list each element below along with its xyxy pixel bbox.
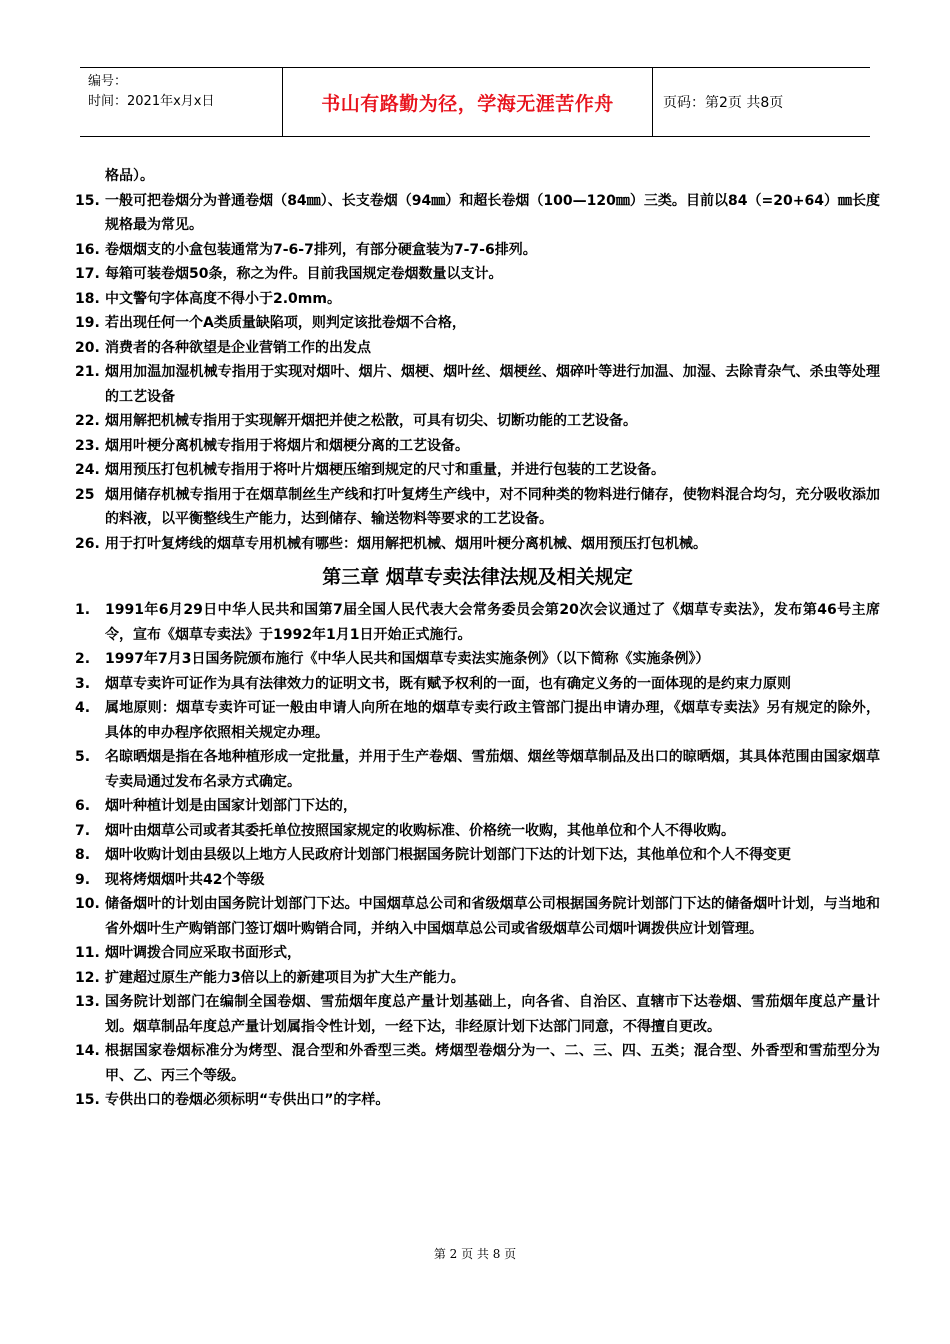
item-text: 每箱可装卷烟50条，称之为件。目前我国规定卷烟数量以支计。: [105, 266, 503, 282]
chapter-title: 第三章 烟草专卖法律法规及相关规定: [322, 566, 633, 588]
item-text: 1997年7月3日国务院颁布施行《中华人民共和国烟草专卖法实施条例》（以下简称《实施条例》）: [105, 651, 710, 667]
list-item: [75, 532, 880, 557]
item-number: 26.: [75, 535, 100, 552]
item-text: 消费者的各种欲望是企业营销工作的出发点: [105, 339, 371, 356]
item-number: 10.: [75, 896, 100, 912]
list-item: [75, 360, 880, 409]
item-number: 1.: [75, 602, 91, 618]
section-a-list: [75, 189, 880, 557]
item-text: 专供出口的卷烟必须标明“专供出口”的字样。: [105, 1092, 390, 1108]
item-text: 国务院计划部门在编制全国卷烟、雪茄烟年度总产量计划基础上，向各省、自治区、直辖市下达卷烟、雪茄烟年度总产量计划。烟草制品年度总产量计划属指令性计划，一经下达，非经原计划下达部门同意，不得擅自更改。: [105, 994, 880, 1035]
item-text: 一般可把卷烟分为普通卷烟（84㎜）、长支卷烟（94㎜）和超长卷烟（100—120㎜）三类。目前以84（=20+64）㎜长度规格最为常见。: [105, 192, 880, 233]
item-number: 5.: [75, 749, 91, 765]
list-item: [75, 483, 880, 532]
header-page-info: 页码：第2页 共8页: [663, 95, 784, 111]
item-number: 20.: [75, 339, 100, 356]
item-text: 烟叶收购计划由县级以上地方人民政府计划部门根据国务院计划部门下达的计划下达，其他单位和个人不得变更: [105, 847, 791, 863]
page-footer: 第 2 页 共 8 页: [433, 1247, 517, 1261]
list-item: [75, 941, 880, 966]
list-item: [75, 843, 880, 868]
list-item: [75, 647, 880, 672]
item-text: 用于打叶复烤线的烟草专用机械有哪些：烟用解把机械、烟用叶梗分离机械、烟用预压打包机械。: [105, 535, 707, 552]
item-number: 14.: [75, 1043, 100, 1059]
item-text: 中文警句字体高度不得小于2.0mm。: [105, 290, 341, 307]
list-item: [75, 458, 880, 483]
item-number: 15.: [75, 1092, 100, 1108]
doc-number: 编号：: [88, 74, 128, 89]
list-item: [75, 189, 880, 238]
item-number: 22.: [75, 413, 100, 429]
page-header: [80, 67, 870, 137]
item-text: 烟草专卖许可证作为具有法律效力的证明文书，既有赋予权利的一面，也有确定义务的一面体现的是约束力原则: [105, 675, 791, 692]
item-text: 烟叶种植计划是由国家计划部门下达的，: [105, 798, 357, 814]
item-text: 烟用加温加湿机械专指用于实现对烟叶、烟片、烟梗、烟叶丝、烟梗丝、烟碎叶等进行加温、加湿、去除青杂气、杀虫等处理的工艺设备: [105, 364, 880, 405]
item-number: 9.: [75, 871, 91, 888]
item-number: 7.: [75, 822, 91, 839]
item-number: 15.: [75, 192, 100, 209]
item-text: 属地原则：烟草专卖许可证一般由申请人向所在地的烟草专卖行政主管部门提出申请办理，《烟草专卖法》另有规定的除外，具体的申办程序依照相关规定办理。: [105, 700, 880, 741]
item-text: 烟用预压打包机械专指用于将叶片烟梗压缩到规定的尺寸和重量，并进行包装的工艺设备。: [105, 462, 665, 478]
item-text: 名晾晒烟是指在各地种植形成一定批量，并用于生产卷烟、雪茄烟、烟丝等烟草制品及出口的晾晒烟，其具体范围由国家烟草专卖局通过发布名录方式确定。: [105, 749, 880, 790]
item-number: 12.: [75, 969, 100, 986]
item-number: 13.: [75, 994, 100, 1010]
item-number: 25: [75, 486, 95, 503]
list-item: [75, 598, 880, 647]
item-text: 扩建超过原生产能力3倍以上的新建项目为扩大生产能力。: [105, 969, 465, 986]
doc-time: 时间：2021年x月x日: [88, 94, 215, 109]
item-text: 卷烟烟支的小盒包装通常为7-6-7排列，有部分硬盒装为7-7-6排列。: [105, 241, 537, 258]
list-item: [75, 336, 880, 361]
list-item: [75, 990, 880, 1039]
item-number: 24.: [75, 462, 100, 478]
header-motto: 书山有路勤为径，学海无涯苦作舟: [283, 68, 653, 136]
item-number: 3.: [75, 675, 91, 692]
list-item: [75, 745, 880, 794]
list-item: [75, 434, 880, 459]
list-item: [75, 287, 880, 312]
item-text: 烟用解把机械专指用于实现解开烟把并使之松散，可具有切尖、切断功能的工艺设备。: [105, 413, 637, 429]
item-text: 烟叶由烟草公司或者其委托单位按照国家规定的收购标准、价格统一收购，其他单位和个人不得收购。: [105, 822, 735, 839]
header-meta: [80, 68, 283, 136]
item-number: 6.: [75, 798, 91, 814]
continuation-text: 格品）。: [105, 168, 154, 184]
item-text: 烟用储存机械专指用于在烟草制丝生产线和打叶复烤生产线中，对不同种类的物料进行储存，使物料混合均匀，充分吸收添加的料液，以平衡整线生产能力，达到储存、输送物料等要求的工艺设备。: [105, 486, 880, 527]
item-number: 23.: [75, 437, 100, 454]
item-number: 4.: [75, 700, 91, 716]
document-body: [75, 164, 880, 1113]
list-item: [75, 868, 880, 893]
item-number: 19.: [75, 315, 100, 331]
section-b-list: [75, 598, 880, 1113]
list-item: [75, 262, 880, 287]
list-item: [75, 794, 880, 819]
list-item: [75, 238, 880, 263]
list-item: [75, 1039, 880, 1088]
list-item: [75, 1088, 880, 1113]
list-item: [75, 819, 880, 844]
item-text: 烟用叶梗分离机械专指用于将烟片和烟梗分离的工艺设备。: [105, 437, 469, 454]
item-text: 根据国家卷烟标准分为烤型、混合型和外香型三类。烤烟型卷烟分为一、二、三、四、五类；混合型、外香型和雪茄型分为甲、乙、丙三个等级。: [105, 1043, 880, 1084]
list-item: [75, 409, 880, 434]
item-number: 2.: [75, 651, 91, 667]
list-item: [75, 966, 880, 991]
item-number: 21.: [75, 364, 100, 380]
item-text: 储备烟叶的计划由国务院计划部门下达。中国烟草总公司和省级烟草公司根据国务院计划部门下达的储备烟叶计划，与当地和省外烟叶生产购销部门签订烟叶购销合同，并纳入中国烟草总公司或省级烟草公司烟叶调拨供应计划管理。: [105, 896, 880, 937]
list-item: [75, 311, 880, 336]
item-number: 11.: [75, 945, 100, 961]
item-number: 16.: [75, 241, 100, 258]
list-item: [75, 696, 880, 745]
item-text: 1991年6月29日中华人民共和国第7届全国人民代表大会常务委员会第20次会议通过了《烟草专卖法》，发布第46号主席令，宣布《烟草专卖法》于1992年1月1日开始正式施行。: [105, 602, 880, 643]
item-text: 烟叶调拨合同应采取书面形式，: [105, 945, 301, 961]
item-number: 18.: [75, 290, 100, 307]
list-item: [75, 672, 880, 697]
item-number: 8.: [75, 847, 91, 863]
item-number: 17.: [75, 266, 100, 282]
item-text: 若出现任何一个A类质量缺陷项，则判定该批卷烟不合格，: [105, 315, 466, 331]
list-item: [75, 892, 880, 941]
item-text: 现将烤烟烟叶共42个等级: [105, 871, 265, 888]
